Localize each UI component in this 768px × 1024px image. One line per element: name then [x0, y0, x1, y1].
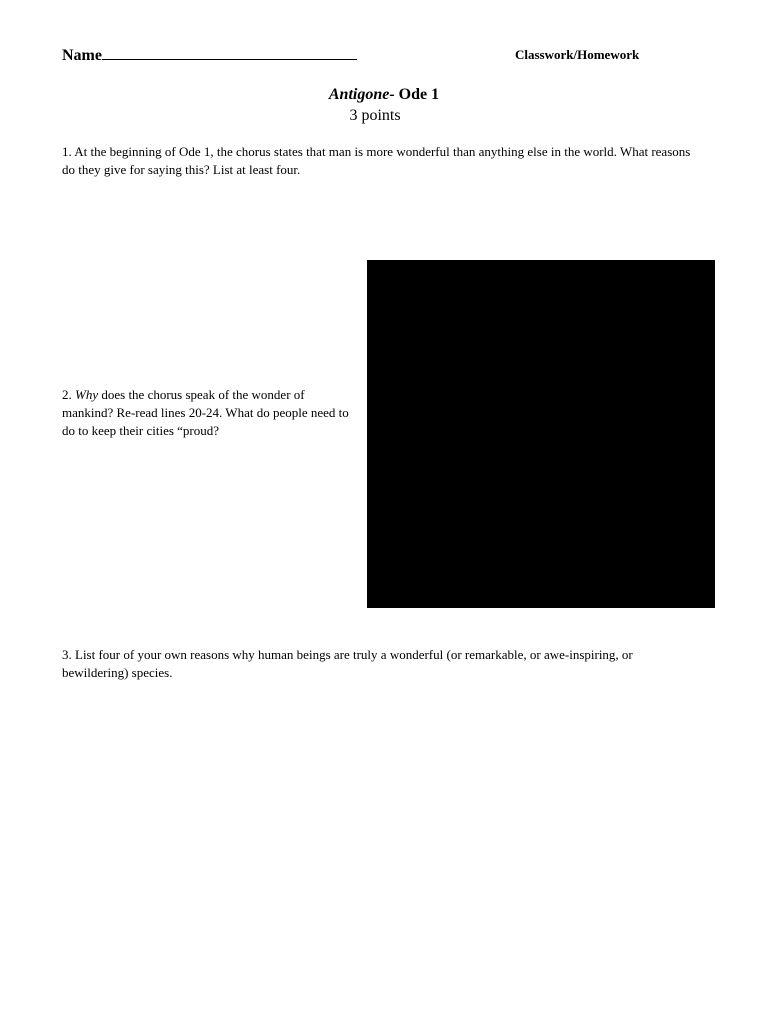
points-label: 3 points: [349, 107, 401, 124]
question-2-text: does the chorus speak of the wonder of mankind? Re-read lines 20-24. What do people need to do to keep their cities “proud?: [62, 387, 349, 438]
question-2-emphasis: Why: [75, 387, 99, 402]
name-blank-line[interactable]: [102, 44, 357, 60]
name-field[interactable]: [62, 44, 357, 65]
question-3: 3. List four of your own reasons why human beings are truly a wonderful (or remarkable, or awe-inspiring, or bewildering) species.: [62, 647, 633, 680]
black-image-block: [367, 260, 715, 608]
question-2: [62, 386, 358, 440]
question-1: 1. At the beginning of Ode 1, the chorus states that man is more wonderful than anything else in the world. What reasons do they give for saying this? List at least four.: [62, 144, 691, 177]
question-2-number: 2.: [62, 387, 75, 402]
page-title: [0, 86, 768, 104]
title-section: Ode 1: [394, 86, 440, 103]
name-label: Name: [62, 47, 102, 64]
title-work: Antigone-: [328, 86, 395, 103]
worktype-label: Classwork/Homework: [515, 47, 640, 62]
